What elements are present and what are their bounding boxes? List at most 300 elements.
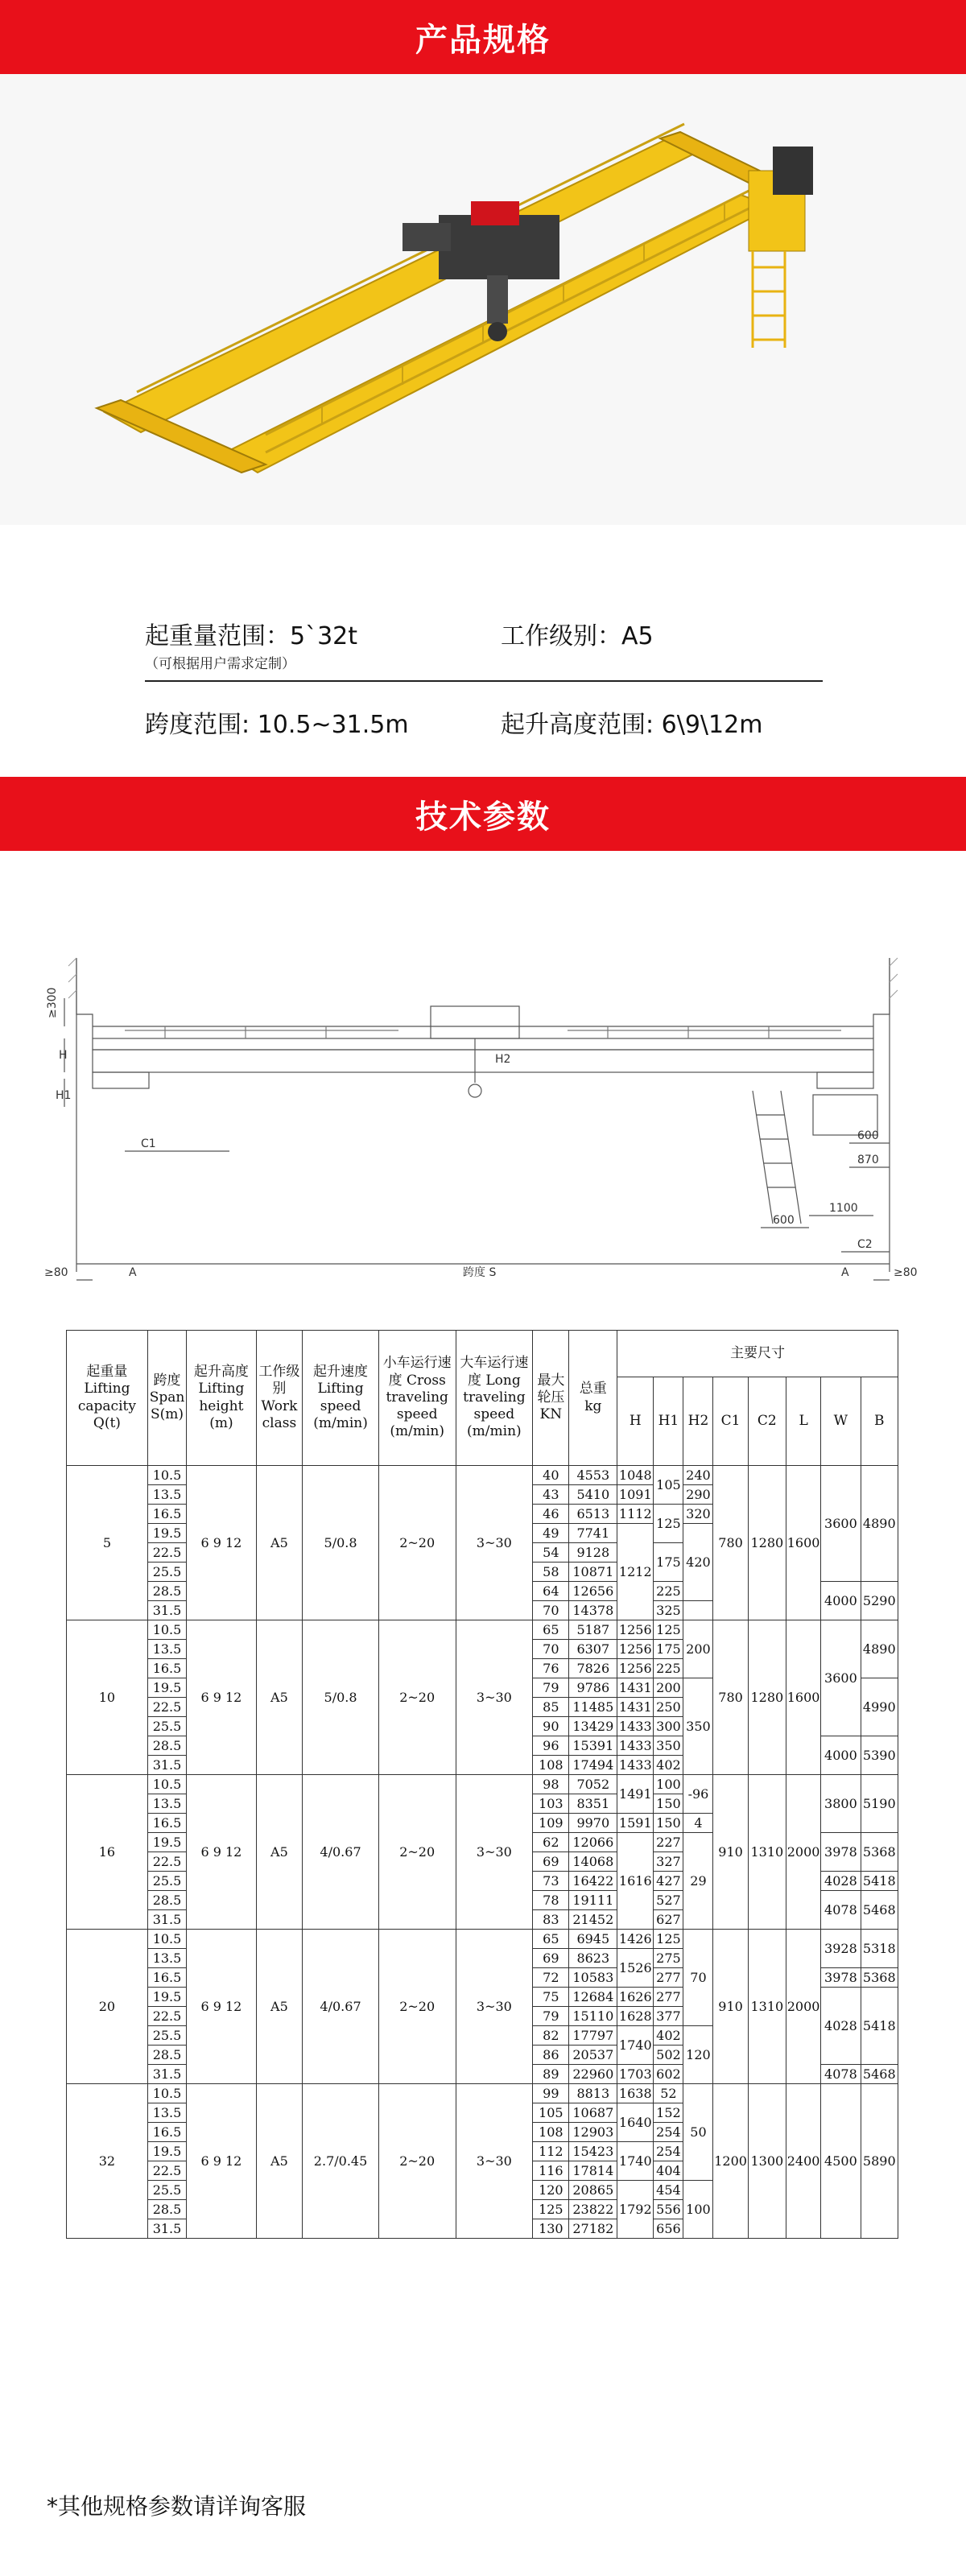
span-cell: 25.5 — [147, 2026, 186, 2046]
h1-cell: 175 — [654, 1543, 683, 1582]
wheel-cell: 75 — [533, 1988, 569, 2007]
dim-h2: H2 — [495, 1053, 511, 1066]
span-cell: 22.5 — [147, 1543, 186, 1563]
c2-cell: 1280 — [748, 1620, 786, 1775]
span-cell: 13.5 — [147, 1485, 186, 1505]
lift-speed-cell: 5/0.8 — [303, 1620, 379, 1775]
h2-cell: 4 — [683, 1814, 713, 1833]
w-cell: 4028 — [821, 1872, 861, 1891]
dim-80-right: ≥80 — [894, 1266, 918, 1279]
h1-cell: 125 — [654, 1620, 683, 1640]
dim-a-left: A — [129, 1266, 137, 1279]
weight-cell: 4553 — [569, 1466, 617, 1485]
l-cell: 1600 — [786, 1466, 821, 1620]
h1-cell: 627 — [654, 1910, 683, 1930]
span-cell: 22.5 — [147, 2007, 186, 2026]
cross-speed-cell: 2~20 — [378, 1775, 456, 1930]
b-cell: 5418 — [861, 1988, 898, 2065]
h1-cell: 502 — [654, 2046, 683, 2065]
h2-cell: 320 — [683, 1505, 713, 1524]
h1-cell: 100 — [654, 1775, 683, 1794]
h2-cell: -96 — [683, 1775, 713, 1814]
th-h2: H2 — [683, 1377, 713, 1466]
dim-h: H — [59, 1049, 68, 1062]
span-cell: 13.5 — [147, 1794, 186, 1814]
weight-cell: 17797 — [569, 2026, 617, 2046]
th-cross-speed: 小车运行速度 Cross traveling speed (m/min) — [378, 1331, 456, 1466]
w-cell: 4000 — [821, 1736, 861, 1775]
wheel-cell: 78 — [533, 1891, 569, 1910]
capacity-cell: 5 — [67, 1466, 148, 1620]
b-cell: 5418 — [861, 1872, 898, 1891]
th-main-dims: 主要尺寸 — [617, 1331, 898, 1377]
weight-cell: 8813 — [569, 2084, 617, 2103]
work-class-cell: A5 — [256, 1930, 303, 2084]
h1-cell: 556 — [654, 2200, 683, 2219]
h2-cell: 29 — [683, 1833, 713, 1930]
weight-cell: 7741 — [569, 1524, 617, 1543]
cross-speed-cell: 2~20 — [378, 1620, 456, 1775]
wheel-cell: 79 — [533, 2007, 569, 2026]
work-class-cell: A5 — [256, 1466, 303, 1620]
h2-cell: 240 — [683, 1466, 713, 1485]
wheel-cell: 65 — [533, 1930, 569, 1949]
h1-cell: 325 — [654, 1601, 683, 1620]
h-cell: 1433 — [617, 1736, 654, 1756]
span-cell: 10.5 — [147, 1775, 186, 1794]
table-row — [67, 1775, 898, 1794]
th-b: B — [861, 1377, 898, 1466]
h1-cell: 225 — [654, 1659, 683, 1678]
h-cell: 1792 — [617, 2181, 654, 2239]
b-cell: 5290 — [861, 1582, 898, 1620]
h1-cell: 105 — [654, 1466, 683, 1505]
span-cell: 28.5 — [147, 2046, 186, 2065]
span-cell: 13.5 — [147, 2103, 186, 2123]
h2-cell: 350 — [683, 1678, 713, 1775]
weight-cell: 8351 — [569, 1794, 617, 1814]
h-cell: 1256 — [617, 1620, 654, 1640]
th-total-weight: 总重 kg — [569, 1331, 617, 1466]
wheel-cell: 70 — [533, 1640, 569, 1659]
weight-cell: 23822 — [569, 2200, 617, 2219]
weight-cell: 6945 — [569, 1930, 617, 1949]
c1-cell: 910 — [713, 1930, 748, 2084]
long-speed-cell: 3~30 — [456, 1930, 533, 2084]
cross-speed-cell: 2~20 — [378, 1466, 456, 1620]
th-w: W — [821, 1377, 861, 1466]
capacity-cell: 32 — [67, 2084, 148, 2239]
weight-cell: 14378 — [569, 1601, 617, 1620]
wheel-cell: 69 — [533, 1852, 569, 1872]
h1-cell: 402 — [654, 1756, 683, 1775]
h1-cell: 350 — [654, 1736, 683, 1756]
span-cell: 25.5 — [147, 1717, 186, 1736]
h1-cell: 275 — [654, 1949, 683, 1968]
wheel-cell: 49 — [533, 1524, 569, 1543]
work-class-cell: A5 — [256, 1620, 303, 1775]
span-cell: 10.5 — [147, 1930, 186, 1949]
dim-c1: C1 — [141, 1137, 156, 1150]
span-cell: 16.5 — [147, 1968, 186, 1988]
wheel-cell: 108 — [533, 2123, 569, 2142]
wheel-cell: 69 — [533, 1949, 569, 1968]
span-cell: 19.5 — [147, 2142, 186, 2161]
weight-cell: 14068 — [569, 1852, 617, 1872]
span-cell: 10.5 — [147, 1620, 186, 1640]
wheel-cell: 90 — [533, 1717, 569, 1736]
lift-speed-cell: 2.7/0.45 — [303, 2084, 379, 2239]
lift-height-cell: 6 9 12 — [187, 1466, 256, 1620]
work-class-cell: A5 — [256, 2084, 303, 2239]
table-row — [67, 1930, 898, 1949]
long-speed-cell: 3~30 — [456, 1620, 533, 1775]
b-cell: 5468 — [861, 1891, 898, 1930]
h1-cell: 300 — [654, 1717, 683, 1736]
weight-cell: 20865 — [569, 2181, 617, 2200]
w-cell: 3928 — [821, 1930, 861, 1968]
w-cell: 4500 — [821, 2084, 861, 2239]
h1-cell: 150 — [654, 1814, 683, 1833]
weight-cell: 19111 — [569, 1891, 617, 1910]
h-cell: 1256 — [617, 1640, 654, 1659]
duty-class: 工作级别：A5 — [501, 622, 654, 650]
h1-cell: 277 — [654, 1968, 683, 1988]
wheel-cell: 98 — [533, 1775, 569, 1794]
span-cell: 31.5 — [147, 1756, 186, 1775]
dim-870: 870 — [857, 1154, 879, 1166]
technical-drawing — [44, 950, 922, 1288]
wheel-cell: 109 — [533, 1814, 569, 1833]
h1-cell: 402 — [654, 2026, 683, 2046]
c1-cell: 910 — [713, 1775, 748, 1930]
b-cell: 4990 — [861, 1678, 898, 1736]
h-cell: 1638 — [617, 2084, 654, 2103]
weight-cell: 11485 — [569, 1698, 617, 1717]
capacity-cell: 16 — [67, 1775, 148, 1930]
b-cell: 5390 — [861, 1736, 898, 1775]
h1-cell: 277 — [654, 1988, 683, 2007]
wheel-cell: 85 — [533, 1698, 569, 1717]
th-capacity: 起重量 Lifting capacity Q(t) — [67, 1331, 148, 1466]
weight-cell: 17494 — [569, 1756, 617, 1775]
wheel-cell: 96 — [533, 1736, 569, 1756]
h-cell: 1591 — [617, 1814, 654, 1833]
weight-cell: 15423 — [569, 2142, 617, 2161]
l-cell: 1600 — [786, 1620, 821, 1775]
lift-height-cell: 6 9 12 — [187, 1620, 256, 1775]
h1-cell: 225 — [654, 1582, 683, 1601]
span-cell: 31.5 — [147, 2065, 186, 2084]
weight-cell: 9128 — [569, 1543, 617, 1563]
product-specs-banner — [0, 0, 966, 74]
span-cell: 31.5 — [147, 1601, 186, 1620]
dim-1100: 1100 — [829, 1202, 858, 1215]
tech-params-banner — [0, 777, 966, 851]
th-c1: C1 — [713, 1377, 748, 1466]
capacity-range: 起重量范围：5`32t — [145, 622, 358, 650]
span-cell: 19.5 — [147, 1833, 186, 1852]
h1-cell: 250 — [654, 1698, 683, 1717]
b-cell: 5890 — [861, 2084, 898, 2239]
span-cell: 25.5 — [147, 2181, 186, 2200]
w-cell: 3978 — [821, 1833, 861, 1872]
weight-cell: 10871 — [569, 1563, 617, 1582]
span-cell: 16.5 — [147, 2123, 186, 2142]
weight-cell: 12656 — [569, 1582, 617, 1601]
wheel-cell: 83 — [533, 1910, 569, 1930]
weight-cell: 27182 — [569, 2219, 617, 2239]
h-cell: 1433 — [617, 1756, 654, 1775]
h1-cell: 254 — [654, 2123, 683, 2142]
span-cell: 19.5 — [147, 1988, 186, 2007]
capacity-note: （可根据用户需求定制） — [145, 656, 295, 672]
wheel-cell: 58 — [533, 1563, 569, 1582]
span-cell: 25.5 — [147, 1563, 186, 1582]
w-cell: 4078 — [821, 1891, 861, 1930]
h1-cell: 404 — [654, 2161, 683, 2181]
h2-cell: 420 — [683, 1524, 713, 1601]
parameter-table — [66, 1330, 898, 2239]
dim-a-right: A — [841, 1266, 849, 1279]
capacity-cell: 10 — [67, 1620, 148, 1775]
l-cell: 2400 — [786, 2084, 821, 2239]
work-class-cell: A5 — [256, 1775, 303, 1930]
dim-600a: 600 — [857, 1129, 879, 1142]
wheel-cell: 46 — [533, 1505, 569, 1524]
wheel-cell: 108 — [533, 1756, 569, 1775]
long-speed-cell: 3~30 — [456, 1466, 533, 1620]
long-speed-cell: 3~30 — [456, 2084, 533, 2239]
c1-cell: 780 — [713, 1466, 748, 1620]
crane-illustration — [0, 74, 966, 525]
h-cell: 1740 — [617, 2026, 654, 2065]
w-cell: 3800 — [821, 1775, 861, 1833]
wheel-cell: 89 — [533, 2065, 569, 2084]
weight-cell: 9970 — [569, 1814, 617, 1833]
wheel-cell: 130 — [533, 2219, 569, 2239]
table-row — [67, 2084, 898, 2103]
weight-cell: 12066 — [569, 1833, 617, 1852]
h-cell: 1256 — [617, 1659, 654, 1678]
h2-cell: 200 — [683, 1620, 713, 1678]
weight-cell: 10687 — [569, 2103, 617, 2123]
dim-600b: 600 — [773, 1214, 795, 1227]
h-cell: 1112 — [617, 1505, 654, 1524]
h1-cell: 254 — [654, 2142, 683, 2161]
lift-speed-cell: 5/0.8 — [303, 1466, 379, 1620]
span-range: 跨度范围: 10.5~31.5m — [145, 711, 409, 739]
span-cell: 28.5 — [147, 1582, 186, 1601]
weight-cell: 12684 — [569, 1988, 617, 2007]
weight-cell: 15391 — [569, 1736, 617, 1756]
h-cell: 1640 — [617, 2103, 654, 2142]
th-span: 跨度 Span S(m) — [147, 1331, 186, 1466]
weight-cell: 7826 — [569, 1659, 617, 1678]
wheel-cell: 125 — [533, 2200, 569, 2219]
wheel-cell: 62 — [533, 1833, 569, 1852]
weight-cell: 22960 — [569, 2065, 617, 2084]
banner-title: 产品规格 — [415, 21, 551, 59]
h-cell: 1740 — [617, 2142, 654, 2181]
h1-cell: 227 — [654, 1833, 683, 1852]
h1-cell: 602 — [654, 2065, 683, 2084]
span-cell: 31.5 — [147, 2219, 186, 2239]
span-cell: 22.5 — [147, 1852, 186, 1872]
dim-h1: H1 — [56, 1089, 72, 1102]
h1-cell: 656 — [654, 2219, 683, 2239]
th-h: H — [617, 1377, 654, 1466]
h-cell: 1048 — [617, 1466, 654, 1485]
wheel-cell: 82 — [533, 2026, 569, 2046]
h1-cell: 327 — [654, 1852, 683, 1872]
th-long-speed: 大车运行速度 Long traveling speed (m/min) — [456, 1331, 533, 1466]
span-cell: 16.5 — [147, 1814, 186, 1833]
wheel-cell: 72 — [533, 1968, 569, 1988]
l-cell: 2000 — [786, 1775, 821, 1930]
h-cell: 1703 — [617, 2065, 654, 2084]
th-h1: H1 — [654, 1377, 683, 1466]
wheel-cell: 105 — [533, 2103, 569, 2123]
b-cell: 5318 — [861, 1930, 898, 1968]
h2-cell: 290 — [683, 1485, 713, 1505]
h2-cell: 70 — [683, 1930, 713, 2026]
h1-cell: 52 — [654, 2084, 683, 2103]
c2-cell: 1310 — [748, 1775, 786, 1930]
span-cell: 16.5 — [147, 1659, 186, 1678]
weight-cell: 5410 — [569, 1485, 617, 1505]
weight-cell: 7052 — [569, 1775, 617, 1794]
h-cell: 1616 — [617, 1833, 654, 1930]
table-row — [67, 1466, 898, 1485]
wheel-cell: 65 — [533, 1620, 569, 1640]
span-cell: 28.5 — [147, 1736, 186, 1756]
table-row — [67, 1620, 898, 1640]
weight-cell: 16422 — [569, 1872, 617, 1891]
b-cell: 5190 — [861, 1775, 898, 1833]
span-cell: 19.5 — [147, 1678, 186, 1698]
wheel-cell: 79 — [533, 1678, 569, 1698]
w-cell: 3600 — [821, 1620, 861, 1736]
span-cell: 25.5 — [147, 1872, 186, 1891]
weight-cell: 15110 — [569, 2007, 617, 2026]
wheel-cell: 54 — [533, 1543, 569, 1563]
span-cell: 19.5 — [147, 1524, 186, 1543]
span-cell: 16.5 — [147, 1505, 186, 1524]
lift-height-range: 起升高度范围: 6\9\12m — [501, 711, 763, 739]
lift-speed-cell: 4/0.67 — [303, 1930, 379, 2084]
th-work-class: 工作级别 Work class — [256, 1331, 303, 1466]
wheel-cell: 64 — [533, 1582, 569, 1601]
wheel-cell: 103 — [533, 1794, 569, 1814]
weight-cell: 6307 — [569, 1640, 617, 1659]
weight-cell: 20537 — [569, 2046, 617, 2065]
h2-cell: 50 — [683, 2084, 713, 2181]
w-cell: 3978 — [821, 1968, 861, 1988]
h1-cell: 527 — [654, 1891, 683, 1910]
h1-cell: 427 — [654, 1872, 683, 1891]
wheel-cell: 112 — [533, 2142, 569, 2161]
wheel-cell: 116 — [533, 2161, 569, 2181]
h1-cell: 377 — [654, 2007, 683, 2026]
b-cell: 5368 — [861, 1968, 898, 1988]
span-cell: 22.5 — [147, 2161, 186, 2181]
w-cell: 4000 — [821, 1582, 861, 1620]
wheel-cell: 120 — [533, 2181, 569, 2200]
weight-cell: 13429 — [569, 1717, 617, 1736]
weight-cell: 17814 — [569, 2161, 617, 2181]
lift-height-cell: 6 9 12 — [187, 1930, 256, 2084]
h-cell: 1091 — [617, 1485, 654, 1505]
c2-cell: 1310 — [748, 1930, 786, 2084]
lift-speed-cell: 4/0.67 — [303, 1775, 379, 1930]
cross-speed-cell: 2~20 — [378, 1930, 456, 2084]
h-cell: 1433 — [617, 1717, 654, 1736]
lift-height-cell: 6 9 12 — [187, 1775, 256, 1930]
th-l: L — [786, 1377, 821, 1466]
h1-cell: 125 — [654, 1930, 683, 1949]
h-cell: 1526 — [617, 1949, 654, 1988]
span-cell: 22.5 — [147, 1698, 186, 1717]
b-cell: 4890 — [861, 1466, 898, 1582]
wheel-cell: 76 — [533, 1659, 569, 1678]
dim-c2: C2 — [857, 1238, 873, 1251]
w-cell: 3600 — [821, 1466, 861, 1582]
h1-cell: 125 — [654, 1505, 683, 1543]
l-cell: 2000 — [786, 1930, 821, 2084]
th-lift-speed: 起升速度 Lifting speed (m/min) — [303, 1331, 379, 1466]
cross-speed-cell: 2~20 — [378, 2084, 456, 2239]
wheel-cell: 70 — [533, 1601, 569, 1620]
span-cell: 10.5 — [147, 2084, 186, 2103]
weight-cell: 10583 — [569, 1968, 617, 1988]
banner-title: 技术参数 — [415, 798, 551, 836]
wheel-cell: 40 — [533, 1466, 569, 1485]
wheel-cell: 43 — [533, 1485, 569, 1505]
h1-cell: 175 — [654, 1640, 683, 1659]
span-cell: 10.5 — [147, 1466, 186, 1485]
w-cell: 4078 — [821, 2065, 861, 2084]
spec-divider — [145, 680, 823, 682]
dim-80-left: ≥80 — [44, 1266, 68, 1279]
span-cell: 13.5 — [147, 1949, 186, 1968]
footnote: *其他规格参数请详询客服 — [47, 2493, 307, 2520]
c2-cell: 1280 — [748, 1466, 786, 1620]
c1-cell: 780 — [713, 1620, 748, 1775]
wheel-cell: 86 — [533, 2046, 569, 2065]
wheel-cell: 99 — [533, 2084, 569, 2103]
b-cell: 5368 — [861, 1833, 898, 1872]
span-cell: 28.5 — [147, 1891, 186, 1910]
span-cell: 28.5 — [147, 2200, 186, 2219]
lift-height-cell: 6 9 12 — [187, 2084, 256, 2239]
c1-cell: 1200 — [713, 2084, 748, 2239]
h-cell: 1491 — [617, 1775, 654, 1814]
h-cell: 1626 — [617, 1988, 654, 2007]
weight-cell: 8623 — [569, 1949, 617, 1968]
h-cell: 1628 — [617, 2007, 654, 2026]
b-cell: 5468 — [861, 2065, 898, 2084]
h1-cell: 150 — [654, 1794, 683, 1814]
weight-cell: 21452 — [569, 1910, 617, 1930]
th-max-wheel: 最大轮压 KN — [533, 1331, 569, 1466]
h-cell: 1431 — [617, 1678, 654, 1698]
h1-cell: 454 — [654, 2181, 683, 2200]
h-cell: 1431 — [617, 1698, 654, 1717]
weight-cell: 9786 — [569, 1678, 617, 1698]
weight-cell: 12903 — [569, 2123, 617, 2142]
wheel-cell: 73 — [533, 1872, 569, 1891]
